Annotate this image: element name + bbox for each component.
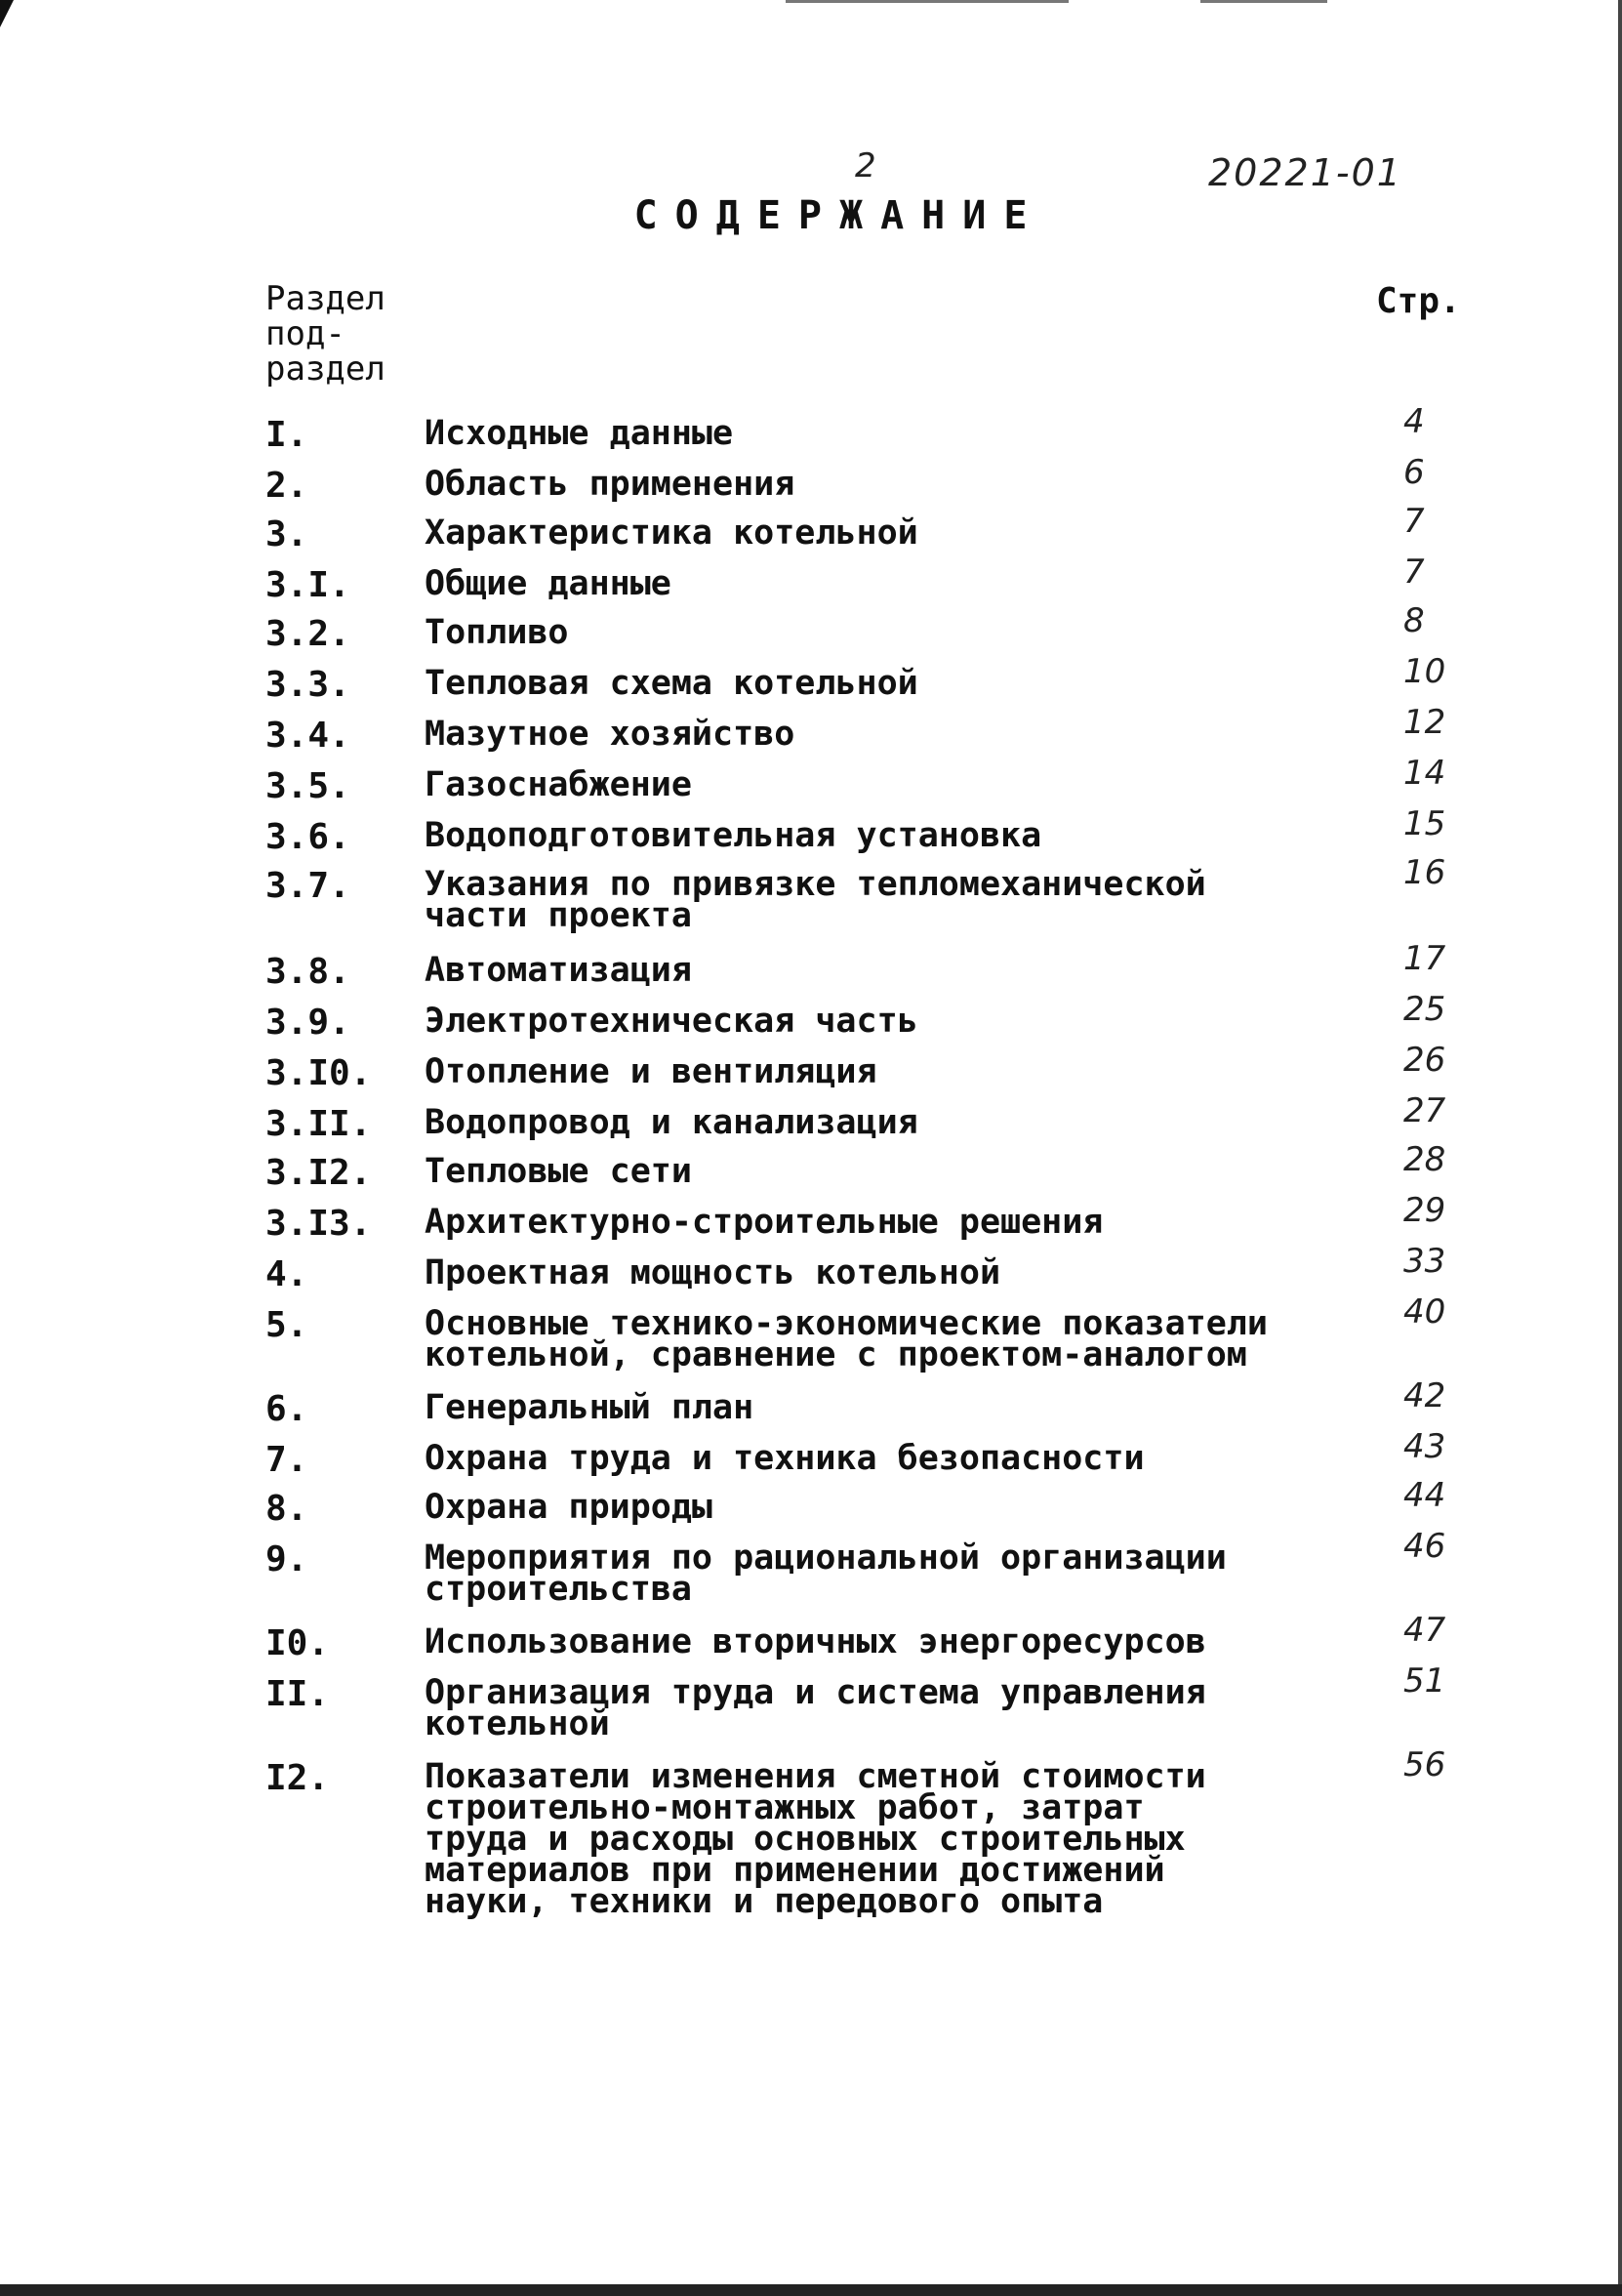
toc-entry-number: 8. [265, 1489, 308, 1529]
toc-entry-title: Автоматизация [425, 951, 692, 990]
toc-entry-page: 17 [1403, 939, 1446, 978]
toc-entry-page: 6 [1403, 453, 1425, 492]
toc-entry-title: Мазутное хозяйство [425, 715, 795, 754]
toc-entry-page: 14 [1403, 754, 1446, 793]
toc-entry-number: 3.7. [265, 866, 350, 906]
toc-entry-page: 8 [1403, 601, 1425, 640]
toc-entry-number: 3.I0. [265, 1053, 372, 1093]
toc-entry-page: 12 [1403, 703, 1446, 742]
toc-entry-title: Показатели изменения сметной стоимости строительно-монтажных работ, затрат труда и расходы основных строительных материалов при применении достижений науки, техники и передового опыта [425, 1757, 1206, 1921]
toc-entry-number: II. [265, 1674, 330, 1714]
toc-entry-number: 3.4. [265, 716, 350, 756]
toc-entry-title: Организация труда и система управления котельной [425, 1673, 1206, 1743]
toc-entry-page: 15 [1403, 804, 1446, 843]
toc-entry-page: 47 [1403, 1611, 1446, 1650]
toc-entry-number: 3.6. [265, 817, 350, 857]
toc-entry-title: Использование вторичных энергоресурсов [425, 1622, 1206, 1661]
toc-entry-page: 26 [1403, 1041, 1446, 1080]
toc-entry-title: Электротехническая часть [425, 1002, 918, 1041]
toc-entry-page: 25 [1403, 990, 1446, 1029]
toc-entry-number: 9. [265, 1539, 308, 1579]
toc-entry-number: I. [265, 415, 308, 455]
toc-entry-title: Характеристика котельной [425, 513, 918, 553]
toc-entry-page: 4 [1403, 402, 1425, 441]
toc-entry-number: 3.9. [265, 1003, 350, 1043]
toc-entry-page: 46 [1403, 1527, 1446, 1566]
toc-entry-title: Охрана природы [425, 1488, 713, 1527]
toc-entry-title: Тепловая схема котельной [425, 664, 918, 703]
toc-entry-page: 10 [1403, 652, 1446, 691]
toc-entry-title: Указания по привязке тепломеханической части проекта [425, 865, 1206, 935]
bottom-edge-bar [0, 2284, 1622, 2296]
toc-entry-number: I2. [265, 1758, 330, 1798]
column-header-page: Стр. [1376, 281, 1461, 321]
toc-entry-page: 42 [1403, 1376, 1446, 1415]
toc-entry-title: Отопление и вентиляция [425, 1052, 877, 1091]
toc-entry-page: 51 [1403, 1661, 1446, 1701]
toc-entry-title: Исходные данные [425, 414, 734, 453]
toc-entry-title: Охрана труда и техника безопасности [425, 1439, 1145, 1478]
toc-entry-title: Тепловые сети [425, 1152, 692, 1191]
toc-entry-number: 2. [265, 466, 308, 506]
page-number: 2 [855, 146, 876, 185]
toc-entry-title: Газоснабжение [425, 765, 692, 804]
toc-entry-number: 3.5. [265, 766, 350, 806]
toc-entry-number: 3.I2. [265, 1153, 372, 1193]
toc-entry-page: 43 [1403, 1427, 1446, 1466]
toc-entry-page: 7 [1403, 553, 1425, 592]
toc-entry-number: 5. [265, 1305, 308, 1345]
toc-entry-number: 3.II. [265, 1104, 372, 1144]
toc-entry-number: 3.I. [265, 565, 350, 605]
toc-entry-number: 3.I3. [265, 1204, 372, 1244]
toc-entry-number: I0. [265, 1623, 330, 1663]
toc-entry-page: 28 [1403, 1140, 1446, 1179]
toc-entry-page: 40 [1403, 1292, 1446, 1332]
toc-entry-title: Мероприятия по рациональной организации строительства [425, 1538, 1227, 1609]
page-title: СОДЕРЖАНИЕ [633, 193, 1045, 238]
toc-entry-title: Проектная мощность котельной [425, 1253, 1001, 1292]
toc-entry-title: Архитектурно-строительные решения [425, 1203, 1104, 1242]
toc-entry-page: 16 [1403, 853, 1446, 892]
document-code: 20221-01 [1208, 151, 1402, 194]
toc-entry-number: 3.8. [265, 952, 350, 992]
toc-entry-page: 29 [1403, 1191, 1446, 1230]
toc-entry-number: 6. [265, 1389, 308, 1429]
column-header-section: Раздел под- раздел [265, 279, 385, 389]
toc-entry-number: 3. [265, 514, 308, 554]
toc-entry-title: Основные технико-экономические показатели котельной, сравнение с проектом-аналогом [425, 1304, 1268, 1374]
toc-entry-title: Водоподготовительная установка [425, 816, 1042, 855]
toc-entry-page: 44 [1403, 1476, 1446, 1515]
toc-entry-page: 7 [1403, 502, 1425, 541]
toc-entry-page: 56 [1403, 1745, 1446, 1784]
toc-entry-number: 3.2. [265, 614, 350, 654]
toc-entry-title: Общие данные [425, 564, 671, 603]
toc-entry-number: 3.3. [265, 665, 350, 705]
toc-entry-number: 4. [265, 1254, 308, 1294]
toc-entry-title: Область применения [425, 465, 795, 504]
toc-entry-number: 7. [265, 1440, 308, 1480]
toc-entry-title: Генеральный план [425, 1388, 754, 1427]
toc-entry-title: Водопровод и канализация [425, 1103, 918, 1142]
toc-entry-title: Топливо [425, 613, 569, 652]
toc-entry-page: 33 [1403, 1242, 1446, 1281]
toc-entry-page: 27 [1403, 1091, 1446, 1130]
